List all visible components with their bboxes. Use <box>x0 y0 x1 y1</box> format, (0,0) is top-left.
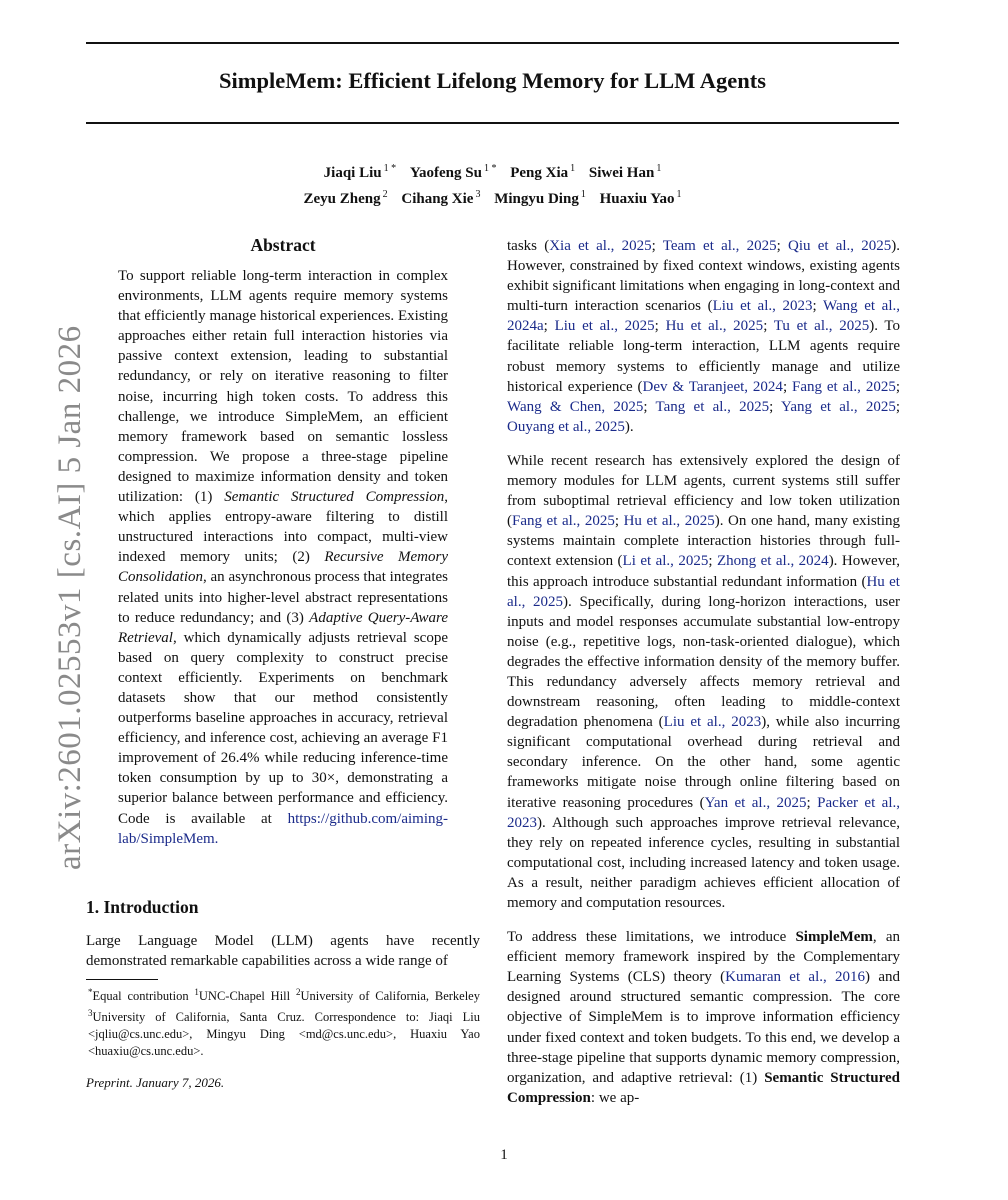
citation-link[interactable]: Hu et al., 2025 <box>507 573 900 610</box>
page-number: 1 <box>500 1147 508 1163</box>
citation-link[interactable]: Li et al., 2025 <box>622 553 709 570</box>
author: Mingyu Ding $^1$ <box>494 189 586 207</box>
citation-link[interactable]: Fang et al., 2025 <box>512 513 615 530</box>
citation-link[interactable]: Team et al., 2025 <box>662 238 777 254</box>
abstract-body: To support reliable long-term interaction in complex environments, LLM agents require memory systems that efficiently manage historical experiences. Existing approaches either retain full interaction histories via passive context extension, leading to substantial redundancy, or rely on iterative reasoning to filter noise, incurring high token costs. To address this challenge, we introduce SimpleMem, an efficient memory framework based on semantic lossless compression. We propose a three-stage pipeline designed to maximize information density and token utilization: (1) Semantic Structured Compression, which applies entropy-aware filtering to distill unstructured interactions into compact, multi-view indexed memory units; (2) Recursive Memory Consolidation, an asynchronous process that integrates related units into higher-level abstract representations to reduce redundancy; and (3) Adaptive Query-Aware Retrieval, which dynamically adjusts retrieval scope based on query complexity to construct precise context efficiently. Experiments on benchmark datasets show that our method consistently outperforms baseline approaches in accuracy, retrieval efficiency, and inference cost, achieving an average F1 improvement of 26.4% while reducing inference-time token consumption by up to 30×, demonstrating a superior balance between performance and efficiency. Code is available at https://github.com/aiming-lab/SimpleMem. <box>118 268 449 847</box>
citation-link[interactable]: Liu et al., 2025 <box>554 318 655 335</box>
citation-link[interactable]: Tang et al., 2025 <box>655 398 770 415</box>
author: Siwei Han $^1$ <box>588 163 662 181</box>
intro-paragraph: Large Language Model (LLM) agents have recently demonstrated remarkable capabilities across a wide range of <box>86 932 480 969</box>
citation-link[interactable]: Liu et al., 2023 <box>712 298 813 315</box>
author: Peng Xia $^1$ <box>510 163 576 181</box>
body-paragraph-3: To address these limitations, we introduce SimpleMem, an efficient memory framework inspired by the Complementary Learning Systems (CLS) theory (Kumaran et al., 2016) and designed around structured semantic compression. The core objective of SimpleMem is to improve information efficiency under fixed context and token budgets. To this end, we develop a three-stage pipeline that supports dynamic memory compression, organization, and adaptive retrieval: (1) Semantic Structured Compression: we ap- <box>507 929 901 1106</box>
citation-link[interactable]: Qiu et al., 2025 <box>787 238 892 254</box>
body-paragraph-2: While recent research has extensively explored the design of memory modules for LLM agents, current systems still suffer from suboptimal retrieval efficiency and low token utilization (Fang et al., 2025; Hu et al., 2025). On one hand, many existing systems maintain complete interaction histories through full-context extension (Li et al., 2025; Zhong et al., 2024). However, this approach introduce substantial redundant information (Hu et al., 2025). Specifically, during long-horizon interactions, user inputs and model responses accumulate substantial low-entropy noise (e.g., repetitive logs, non-task-oriented dialogue), which degrades the effective information density of the memory buffer. This redundancy adversely affects memory retrieval and downstream reasoning, often leading to middle-context degradation phenomena (Liu et al., 2023), while also incurring significant computational overhead during retrieval and secondary inference. On the other hand, some agentic frameworks mitigate noise through online filtering based on iterative reasoning procedures (Yan et al., 2025; Packer et al., 2023). Although such approaches improve retrieval relevance, they rely on repeated inference cycles, resulting in substantial computational cost, including increased latency and token usage. As a result, neither paradigm achieves efficient allocation of memory and computation resources. <box>507 452 901 911</box>
left-column <box>86 232 480 1092</box>
right-column <box>507 236 900 1122</box>
author-block <box>86 158 899 210</box>
title-top-rule <box>86 42 899 44</box>
citation-link[interactable]: Dev & Taranjeet, 2024 <box>642 378 783 395</box>
citation-link[interactable]: Tu et al., 2025 <box>773 318 870 335</box>
author: Cihang Xie $^3$ <box>401 189 481 207</box>
footnote: *Equal contribution $^1$UNC-Chapel Hill $^2$University of California, Berkeley $^3$University of California, Santa Cruz. Correspondence to: Jiaqi Liu <jqliu@cs.unc.edu>, Mingyu Ding <md@cs.unc.edu>, Huaxiu Yao <huaxiu@cs.unc.edu>. <box>88 986 480 1059</box>
author-row-1 <box>86 158 899 184</box>
citation-link[interactable]: Wang et al., 2024a <box>507 298 901 335</box>
citation-link[interactable]: Xia et al., 2025 <box>549 238 652 254</box>
citation-link[interactable]: Wang & Chen, 2025 <box>507 398 644 415</box>
citation-link[interactable]: Hu et al., 2025 <box>665 318 764 335</box>
author: Jiaqi Liu $^{1 *}$ <box>323 163 397 181</box>
citation-link[interactable]: Zhong et al., 2024 <box>717 553 829 570</box>
paper-title: SimpleMem: Efficient Lifelong Memory for LLM Agents <box>219 68 766 93</box>
footnote-rule <box>86 979 158 980</box>
citation-link[interactable]: Yang et al., 2025 <box>781 398 896 415</box>
citation-link[interactable]: Fang et al., 2025 <box>792 378 896 395</box>
citation-link[interactable]: Liu et al., 2023 <box>663 714 762 731</box>
citation-link[interactable]: Yan et al., 2025 <box>704 794 807 811</box>
section-heading-introduction: 1. Introduction <box>86 896 199 917</box>
body-paragraph-1: tasks (Xia et al., 2025; Team et al., 2025; Qiu et al., 2025). However, constrained by fixed context windows, existing agents exhibit significant limitations when engaging in long-context and multi-turn interaction scenarios (Liu et al., 2023; Wang et al., 2024a; Liu et al., 2025; Hu et al., 2025; Tu et al., 2025). To facilitate reliable long-term interaction, LLM agents require robust memory systems to efficiently manage and utilize historical experience (Dev & Taranjeet, 2024; Fang et al., 2025; Wang & Chen, 2025; Tang et al., 2025; Yang et al., 2025; Ouyang et al., 2025). <box>507 238 901 435</box>
citation-link[interactable]: Ouyang et al., 2025 <box>507 418 625 435</box>
title-bottom-rule <box>86 122 899 124</box>
author: Yaofeng Su $^{1 *}$ <box>409 163 497 181</box>
author-row-2 <box>86 184 899 210</box>
code-link[interactable]: https://github.com/aiming-lab/SimpleMem. <box>118 810 448 847</box>
citation-link[interactable]: Packer et al., 2023 <box>507 794 900 831</box>
arxiv-stamp: arXiv:2601.02553v1 [cs.AI] 5 Jan 2026 <box>52 325 88 870</box>
author: Huaxiu Yao $^1$ <box>599 189 682 207</box>
citation-link[interactable]: Hu et al., 2025 <box>623 513 715 530</box>
author: Zeyu Zheng $^2$ <box>303 189 388 207</box>
citation-link[interactable]: Kumaran et al., 2016 <box>725 969 866 986</box>
abstract-heading: Abstract <box>250 235 316 255</box>
preprint-note: Preprint. January 7, 2026. <box>86 1075 225 1091</box>
